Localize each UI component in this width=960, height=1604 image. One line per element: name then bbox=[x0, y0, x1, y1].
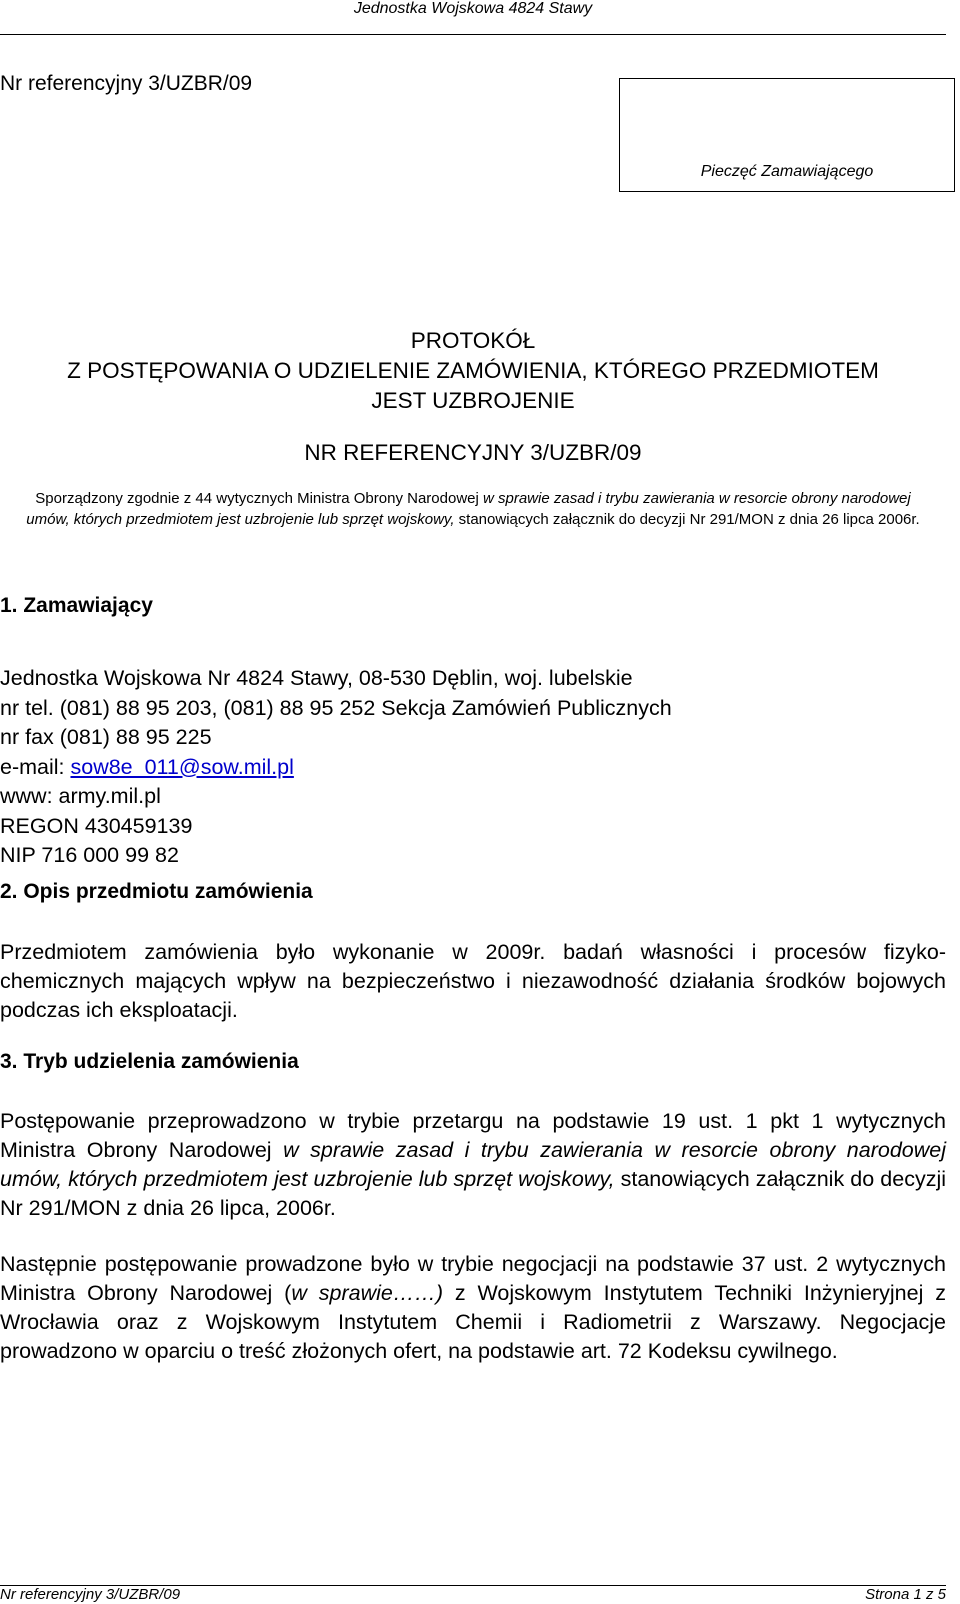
contact-address: Jednostka Wojskowa Nr 4824 Stawy, 08-530 Dęblin, woj. lubelskie bbox=[0, 666, 633, 690]
intro-part-2: w sprawie zasad i trybu zawierania w resorcie obrony narodowej umów, których przedmiotem jest uzbrojenie lub sprzęt wojskowy, bbox=[26, 490, 911, 528]
email-link[interactable]: sow8e_011@sow.mil.pl bbox=[70, 754, 294, 779]
title-line-3: JEST UZBROJENIE bbox=[371, 388, 575, 413]
section-1-heading: 1. Zamawiający bbox=[0, 594, 153, 617]
contact-block bbox=[0, 664, 672, 871]
title-line-2: Z POSTĘPOWANIA O UDZIELENIE ZAMÓWIENIA, KTÓREGO PRZEDMIOTEM bbox=[67, 358, 879, 383]
s3p2-part-a: Następnie postępowanie prowadzone było w trybie negocjacji na podstawie 37 ust. 2 wytycznych Ministra Obrony Narodowej ( bbox=[0, 1252, 946, 1305]
document-title bbox=[0, 326, 946, 416]
email-label: e-mail: bbox=[0, 754, 71, 779]
document-subtitle: NR REFERENCYJNY 3/UZBR/09 bbox=[304, 440, 642, 465]
footer-reference: Nr referencyjny 3/UZBR/09 bbox=[0, 1586, 181, 1603]
section-3-heading: 3. Tryb udzielenia zamówienia bbox=[0, 1050, 299, 1073]
stamp-caption: Pieczęć Zamawiającego bbox=[700, 163, 874, 180]
page-header bbox=[0, 0, 946, 35]
intro-paragraph bbox=[12, 488, 934, 530]
contact-www: www: army.mil.pl bbox=[0, 784, 161, 808]
s3p2-part-b: w sprawie……) bbox=[291, 1281, 443, 1305]
contact-email-row bbox=[0, 753, 672, 783]
s3p1-part-c: stanowiących załącznik do decyzji Nr 291/MON z dnia 26 lipca, 2006r. bbox=[0, 1167, 946, 1220]
header-text: Jednostka Wojskowa 4824 Stawy bbox=[353, 0, 593, 17]
s3p1-part-a: Postępowanie przeprowadzono w trybie przetargu na podstawie 19 ust. 1 pkt 1 wytycznych Ministra Obrony Narodowej bbox=[0, 1109, 946, 1162]
s3p2-part-c: z Wojskowym Instytutem Techniki Inżynieryjnej z Wrocławia oraz z Wojskowym Instytutem Chemii i Radiometrii z Warszawy. Negocjacje prowadzono w oparciu o treść złożonych ofert, na podstawie art. 72 Kodeksu cywilnego. bbox=[0, 1281, 947, 1363]
reference-number: Nr referencyjny 3/UZBR/09 bbox=[0, 72, 253, 95]
title-line-1: PROTOKÓŁ bbox=[410, 328, 536, 353]
contact-fax: nr fax (081) 88 95 225 bbox=[0, 725, 212, 749]
intro-part-1: Sporządzony zgodnie z 44 wytycznych Ministra Obrony Narodowej bbox=[35, 490, 483, 507]
intro-part-3: stanowiących załącznik do decyzji Nr 291/MON z dnia 26 lipca 2006r. bbox=[454, 511, 920, 528]
section-3-paragraph-1 bbox=[0, 1107, 946, 1223]
section-2-paragraph: Przedmiotem zamówienia było wykonanie w 2009r. badań własności i procesów fizyko-chemicznych mających wpływ na bezpieczeństwo i niezawodność działania środków bojowych podczas ich eksploatacji. bbox=[0, 940, 946, 1022]
contact-nip: NIP 716 000 99 82 bbox=[0, 843, 179, 867]
section-3-paragraph-2 bbox=[0, 1250, 946, 1366]
contact-regon: REGON 430459139 bbox=[0, 813, 193, 838]
section-2-heading: 2. Opis przedmiotu zamówienia bbox=[0, 880, 313, 903]
footer-page-number: Strona 1 z 5 bbox=[865, 1586, 946, 1603]
s3p1-part-b: w sprawie zasad i trybu zawierania w resorcie obrony narodowej umów, których przedmiotem jest uzbrojenie lub sprzęt wojskowy, bbox=[0, 1138, 946, 1191]
stamp-box bbox=[619, 78, 955, 192]
contact-phone: nr tel. (081) 88 95 203, (081) 88 95 252 Sekcja Zamówień Publicznych bbox=[0, 695, 672, 720]
